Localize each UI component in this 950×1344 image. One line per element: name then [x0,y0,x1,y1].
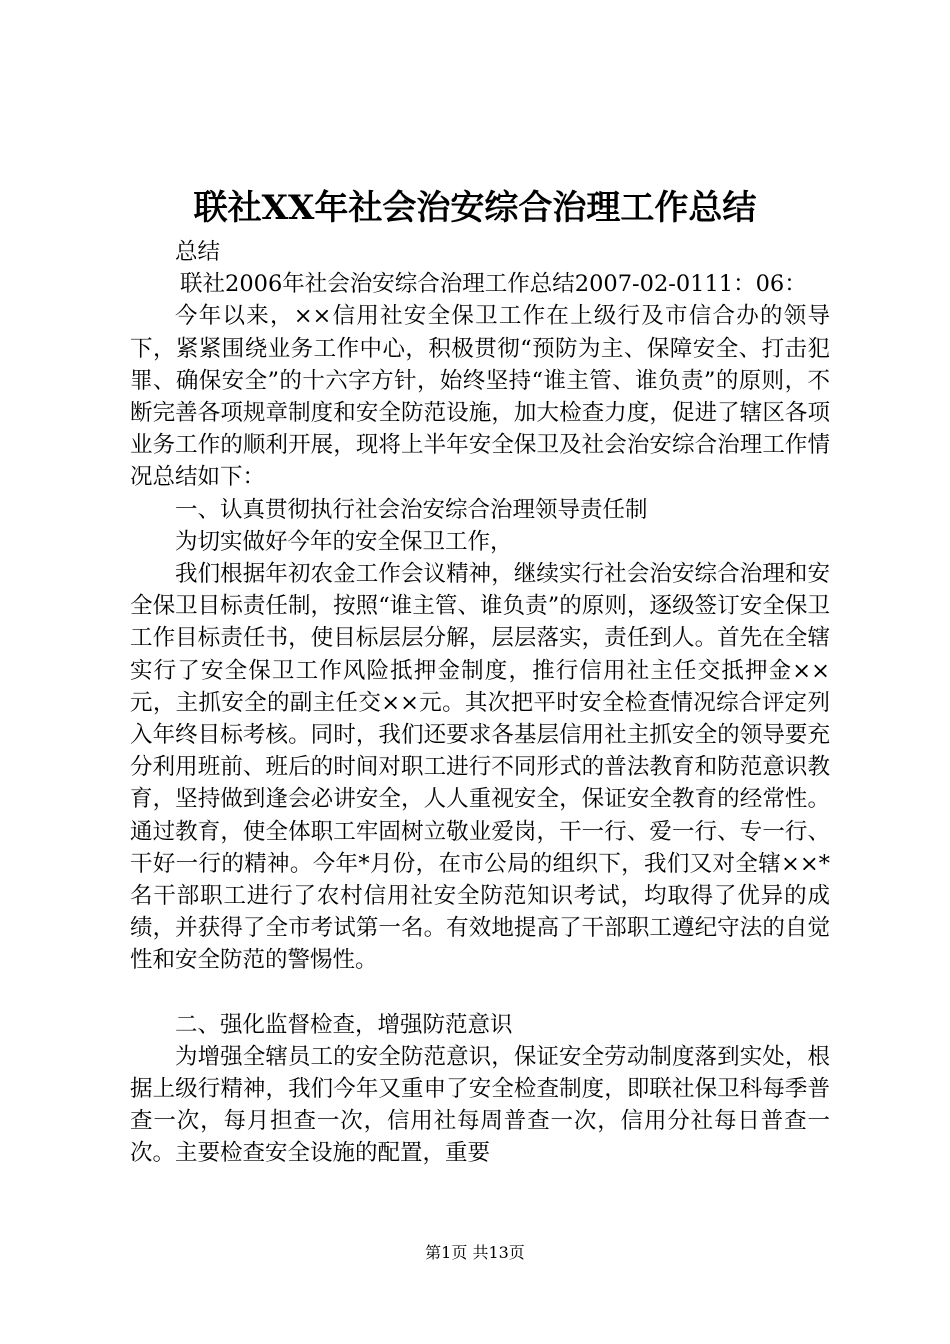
paragraph: 为增强全辖员工的安全防范意识，保证安全劳动制度落到实处，根据上级行精神，我们今年又重申了安全检查制度，即联社保卫科每季普查一次，每月担查一次，信用社每周普查一次，信用分社每日普查一次。主要检查安全设施的配置，重要 [130,1043,830,1167]
paragraph: 我们根据年初农金工作会议精神，继续实行社会治安综合治理和安全保卫目标责任制，按照“谁主管、谁负责”的原则，逐级签订安全保卫工作目标责任书，使目标层层分解，层层落实，责任到人。首先在全辖实行了安全保卫工作风险抵押金制度，推行信用社主任交抵押金××元，主抓安全的副主任交××元。其次把平时安全检查情况综合评定列入年终目标考核。同时，我们还要求各基层信用社主抓安全的领导要充分利用班前、班后的时间对职工进行不同形式的普法教育和防范意识教育，坚持做到逢会必讲安全，人人重视安全，保证安全教育的经常性。通过教育，使全体职工牢固树立敬业爱岗，干一行、爱一行、专一行、干好一行的精神。今年*月份，在市公局的组织下，我们又对全辖××*名干部职工进行了农村信用社安全防范知识考试，均取得了优异的成绩，并获得了全市考试第一名。有效地提高了干部职工遵纪守法的自觉性和安全防范的警惕性。 [130,561,830,974]
paragraph-label: 总结 [175,239,221,265]
paragraph-gap [130,977,830,1009]
section-heading-2: 二、强化监督检查，增强防范意识 [175,1011,513,1038]
paragraph: 为切实做好今年的安全保卫工作， [175,528,513,555]
section-heading-1: 一、认真贯彻执行社会治安综合治理领导责任制 [175,496,648,523]
document-body [130,236,830,1170]
document-title: 联社XX年社会治安综合治理工作总结 [193,188,757,228]
page-number: 第1页 共13页 [425,1243,525,1262]
paragraph-source-line: 联社2006年社会治安综合治理工作总结2007-02-0111：06： [180,271,807,298]
paragraph-intro: 今年以来，××信用社安全保卫工作在上级行及市信合办的领导下，紧紧围绕业务工作中心，积极贯彻“预防为主、保障安全、打击犯罪、确保安全”的十六字方针，始终坚持“谁主管、谁负责”的原则，不断完善各项规章制度和安全防范设施，加大检查力度，促进了辖区各项业务工作的顺利开展，现将上半年安全保卫及社会治安综合治理工作情况总结如下： [130,303,830,491]
